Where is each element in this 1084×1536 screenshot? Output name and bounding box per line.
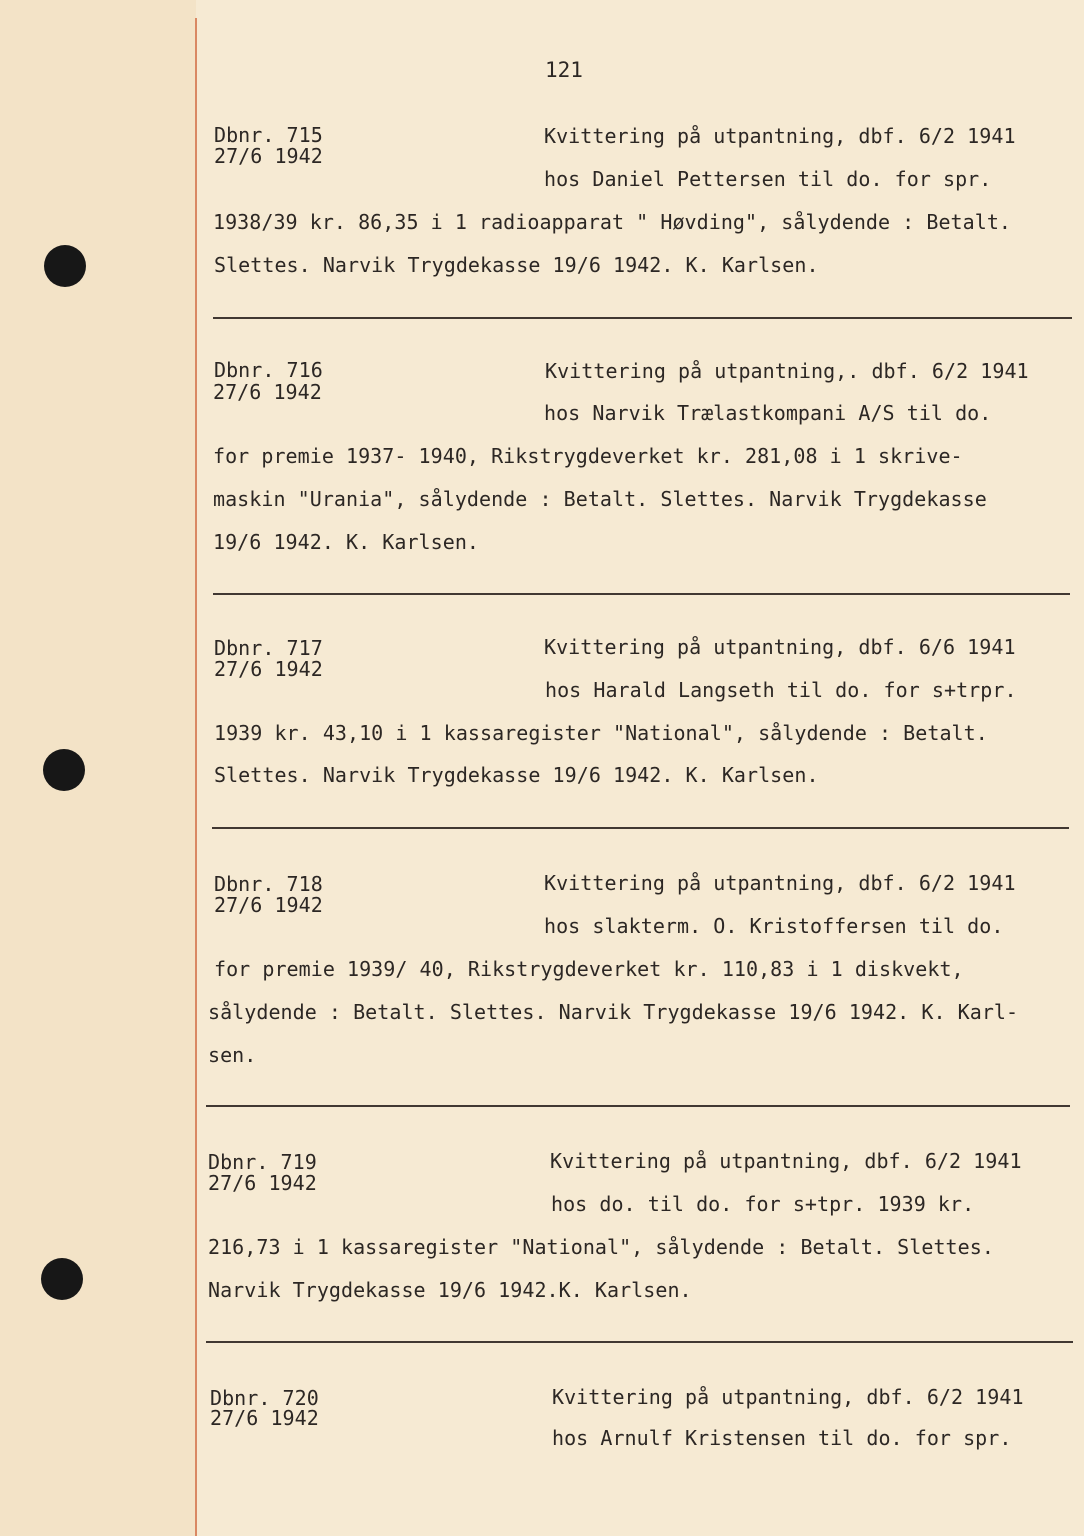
binder-hole-bottom (41, 1258, 83, 1300)
entry-line-2: 1938/39 kr. 86,35 i 1 radioapparat " Høvding", sålydende : Betalt. (213, 210, 1012, 234)
entry-heading: Kvittering på utpantning, dbf. 6/6 1941 (544, 635, 1016, 659)
entry-line-4: 19/6 1942. K. Karlsen. (213, 530, 480, 554)
entry-line-1: hos Arnulf Kristensen til do. for spr. (552, 1426, 1012, 1450)
entry-date: 27/6 1942 (214, 657, 323, 681)
binder-hole-middle (43, 749, 85, 791)
entry-heading: Kvittering på utpantning, dbf. 6/2 1941 (544, 871, 1016, 895)
entry-date: 27/6 1942 (214, 893, 323, 917)
separator-line (213, 593, 1070, 595)
entry-number: Dbnr. 717 (214, 636, 323, 660)
page-number: 121 (545, 58, 583, 82)
entry-line-3: Slettes. Narvik Trygdekasse 19/6 1942. K. Karlsen. (214, 253, 819, 277)
entry-line-1: hos Daniel Pettersen til do. for spr. (544, 167, 992, 191)
entry-line-3: sålydende : Betalt. Slettes. Narvik Trygdekasse 19/6 1942. K. Karl- (208, 1000, 1019, 1024)
separator-line (206, 1341, 1073, 1343)
entry-heading: Kvittering på utpantning, dbf. 6/2 1941 (552, 1385, 1024, 1409)
entry-line-4: sen. (208, 1043, 257, 1067)
entry-line-1: hos Harald Langseth til do. for s+trpr. (545, 678, 1017, 702)
entry-number: Dbnr. 719 (208, 1150, 317, 1174)
entry-line-3: maskin "Urania", sålydende : Betalt. Slettes. Narvik Trygdekasse (213, 487, 987, 511)
entry-number: Dbnr. 715 (214, 123, 323, 147)
entry-date: 27/6 1942 (208, 1171, 317, 1195)
entry-date: 27/6 1942 (210, 1406, 319, 1430)
separator-line (206, 1105, 1070, 1107)
entry-line-1: hos do. til do. for s+tpr. 1939 kr. (551, 1192, 975, 1216)
entry-date: 27/6 1942 (214, 144, 323, 168)
separator-line (213, 317, 1072, 319)
entry-line-1: hos Narvik Trælastkompani A/S til do. (544, 401, 992, 425)
entry-heading: Kvittering på utpantning, dbf. 6/2 1941 (544, 124, 1016, 148)
entry-line-2: 216,73 i 1 kassaregister "National", sålydende : Betalt. Slettes. (208, 1235, 994, 1259)
entry-line-2: 1939 kr. 43,10 i 1 kassaregister "National", sålydende : Betalt. (214, 721, 988, 745)
separator-line (212, 827, 1069, 829)
entry-line-2: for premie 1939/ 40, Rikstrygdeverket kr. 110,83 i 1 diskvekt, (214, 957, 964, 981)
left-margin (0, 0, 196, 1536)
entry-number: Dbnr. 720 (210, 1386, 319, 1410)
entry-number: Dbnr. 716 (214, 358, 323, 382)
red-margin-line (195, 18, 197, 1536)
entry-heading: Kvittering på utpantning, dbf. 6/2 1941 (550, 1149, 1022, 1173)
binder-hole-top (44, 245, 86, 287)
entry-line-2: for premie 1937- 1940, Rikstrygdeverket kr. 281,08 i 1 skrive- (213, 444, 963, 468)
entry-number: Dbnr. 718 (214, 872, 323, 896)
entry-line-3: Slettes. Narvik Trygdekasse 19/6 1942. K. Karlsen. (214, 763, 819, 787)
entry-date: 27/6 1942 (213, 380, 322, 404)
entry-heading: Kvittering på utpantning,. dbf. 6/2 1941 (545, 359, 1029, 383)
entry-line-3: Narvik Trygdekasse 19/6 1942.K. Karlsen. (208, 1278, 692, 1302)
entry-line-1: hos slakterm. O. Kristoffersen til do. (544, 914, 1004, 938)
